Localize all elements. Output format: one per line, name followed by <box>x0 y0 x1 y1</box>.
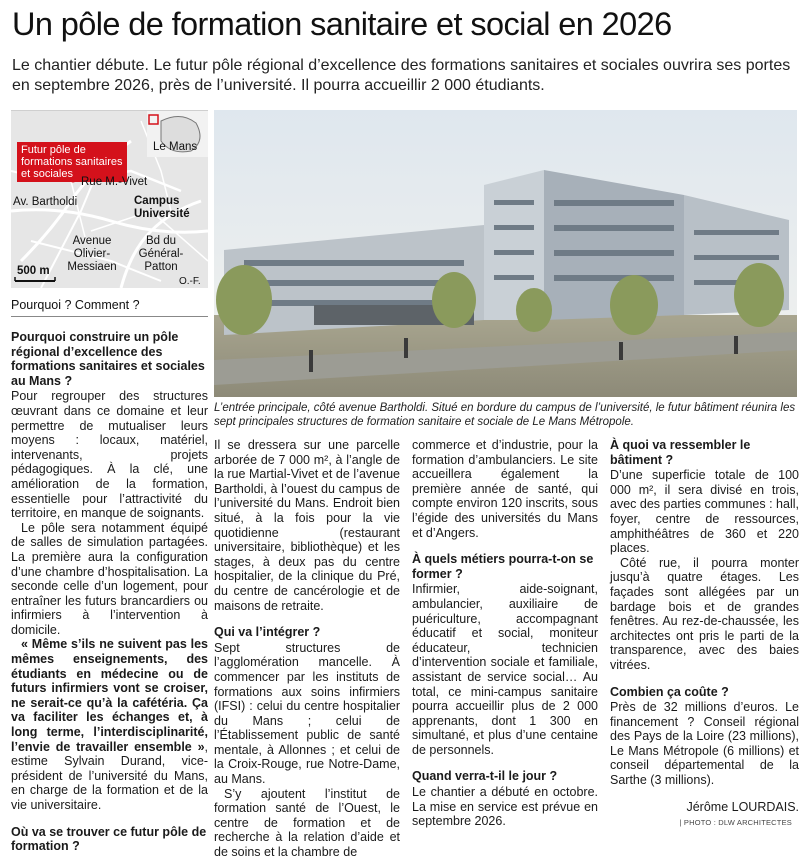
question-ou: Où va se trouver ce futur pôle de formation ? <box>11 824 207 854</box>
col1-paragraph-2: Le pôle sera notamment équipé de salles de simulation partagées. La première aura la configuration d’une chambre d’hospitalisation. La seconde celle d’un logement, pour entraîner les futurs brancardiers ou infirmiers à l’intervention à domicile. <box>11 520 208 637</box>
col2-paragraph-1: Il se dressera sur une parcelle arborée de 7 000 m², à l’angle de la rue Martial-Vivet et de l’avenue Bartholdi, à l’ouest du campus de l’université du Mans. Endroit bien situé, à la fois pour la vie quotidienne (restaurant universitaire, bibliothèque) et les stages, à deux pas du centre hospitalier, de la clinique du Pré, du centre de cancérologie et de maisons de retraite. <box>214 438 400 613</box>
col1-paragraph-1: Pour regrouper des structures œuvrant dans ce domaine et leur permettre de mutualiser leurs moyens : locaux, matériel, intervenants, projets pédagogiques. À la clé, une amélioration de la formation, essentielle pour l’attractivité du territoire, en manque de soignants. <box>11 389 208 521</box>
avenue-label-patton: Bd du Général-Patton <box>138 235 184 273</box>
street-label-vivet: Rue M.-Vivet <box>81 176 148 188</box>
quote-attribution: , estime Sylvain Durand, vice-président de l’université du Mans, en charge de la formation et de la vie universitaire. <box>11 739 208 812</box>
col1-paragraph-3 <box>11 637 208 812</box>
section-kicker: Pourquoi ? Comment ? <box>11 298 140 312</box>
author-signature: Jérôme LOURDAIS. <box>686 799 799 814</box>
col4-paragraph-1: D’une superficie totale de 100 000 m², il sera divisé en trois, avec des parties communes : hall, foyer, centre de ressources, amphithéâtres de 360 et 220 places. <box>610 468 799 556</box>
col2-paragraph-2: Sept structures de l’agglomération mancelle. À commencer par les instituts de formations aux soins infirmiers (IFSI) : celui du centre hospitalier du Mans ; celui de l’Établissement public de santé mentale, à Allonnes ; et celui de la Croix-Rouge, rue Notre-Dame, au Mans. <box>214 640 400 787</box>
column-1 <box>11 330 208 855</box>
photo-credit: | PHOTO : DLW ARCHITECTES <box>679 818 792 827</box>
avenue-label-messiaen: Avenue Olivier-Messiaen <box>67 235 117 273</box>
col4-paragraph-3: Près de 32 millions d’euros. Le financement ? Conseil régional des Pays de la Loire (23 millions), Le Mans Métropole (6 millions) et conseil départemental de la Sarthe (3 millions). <box>610 700 799 788</box>
col2-paragraph-3: S’y ajoutent l’institut de formation santé de l’Ouest, le centre de formation et de recherche à la relation d’aide et de soins et la chambre de <box>214 786 400 860</box>
question-qui: Qui va l’intégrer ? <box>214 625 321 640</box>
headline: Un pôle de formation sanitaire et social en 2026 <box>12 6 672 42</box>
column-2 <box>214 438 400 860</box>
quote-durand: « Même s’ils ne suivent pas les mêmes enseignements, des étudiants en médecine ou de futurs infirmiers vont se croiser, ne serait-ce qu’à la cafétéria. Ça va faciliter les échanges et, à long terme, l’interdisciplinarité, l’envie de travailler ensemble » <box>11 637 208 754</box>
question-pourquoi: Pourquoi construire un pôle régional d’excellence des formations sanitaires et sociales au Mans ? <box>11 330 205 388</box>
question-cout: Combien ça coûte ? <box>610 684 729 699</box>
scale-label: 500 m <box>17 265 50 277</box>
col3-paragraph-1: commerce et d’industrie, pour la formation d’ambulanciers. Le site accueillera également la première année de santé, qui compte environ 120 inscrits, sous l’égide des universités du Mans et d’Angers. <box>412 438 598 540</box>
city-label: Le Mans <box>153 141 198 153</box>
col3-paragraph-3: Le chantier a débuté en octobre. La mise en service est prévue en septembre 2026. <box>412 785 598 829</box>
column-3 <box>412 438 598 829</box>
column-4 <box>610 438 799 814</box>
map-source: O.-F. <box>179 276 201 287</box>
col4-paragraph-2: Côté rue, il pourra monter jusqu’à quatre étages. Les façades sont allégées par un bardage bois et de grandes fenêtres. Au rez-de-chaussée, les architectes ont pris le parti de la transparence, avec des baies vitrées. <box>610 555 799 672</box>
building-rendering <box>214 110 797 397</box>
col3-paragraph-2: Infirmier, aide-soignant, ambulancier, auxiliaire de puériculture, accompagnant éducatif et social, moniteur éducateur, technicien d’intervention sociale et familiale, assistant de service social… Au total, ce mini-campus sanitaire pourra accueillir plus de 2 000 apprenants, dont 1 300 en simultané, et plus d’une centaine de personnels. <box>412 582 598 757</box>
question-metiers: À quels métiers pourra-t-on se former ? <box>412 552 594 581</box>
street-label-bartholdi: Av. Bartholdi <box>13 196 78 208</box>
locator-map <box>11 110 208 288</box>
question-batiment: À quoi va ressembler le bâtiment ? <box>610 438 751 467</box>
question-quand: Quand verra-t-il le jour ? <box>412 769 558 784</box>
kicker-rule <box>11 316 208 317</box>
campus-label: Campus Université <box>134 195 190 220</box>
site-label: Futur pôle de formations sanitaires et sociales <box>17 142 127 182</box>
lede: Le chantier débute. Le futur pôle régional d’excellence des formations sanitaires et sociales ouvrira ses portes en septembre 2026, près de l’université. Il pourra accueillir 2 000 étudiants. <box>12 57 791 94</box>
caption-text: L’entrée principale, côté avenue Bartholdi. Situé en bordure du campus de l’université, le futur bâtiment réunira les sept principales structures de formation sanitaire et sociale de Le Mans Métropole. <box>214 402 796 428</box>
